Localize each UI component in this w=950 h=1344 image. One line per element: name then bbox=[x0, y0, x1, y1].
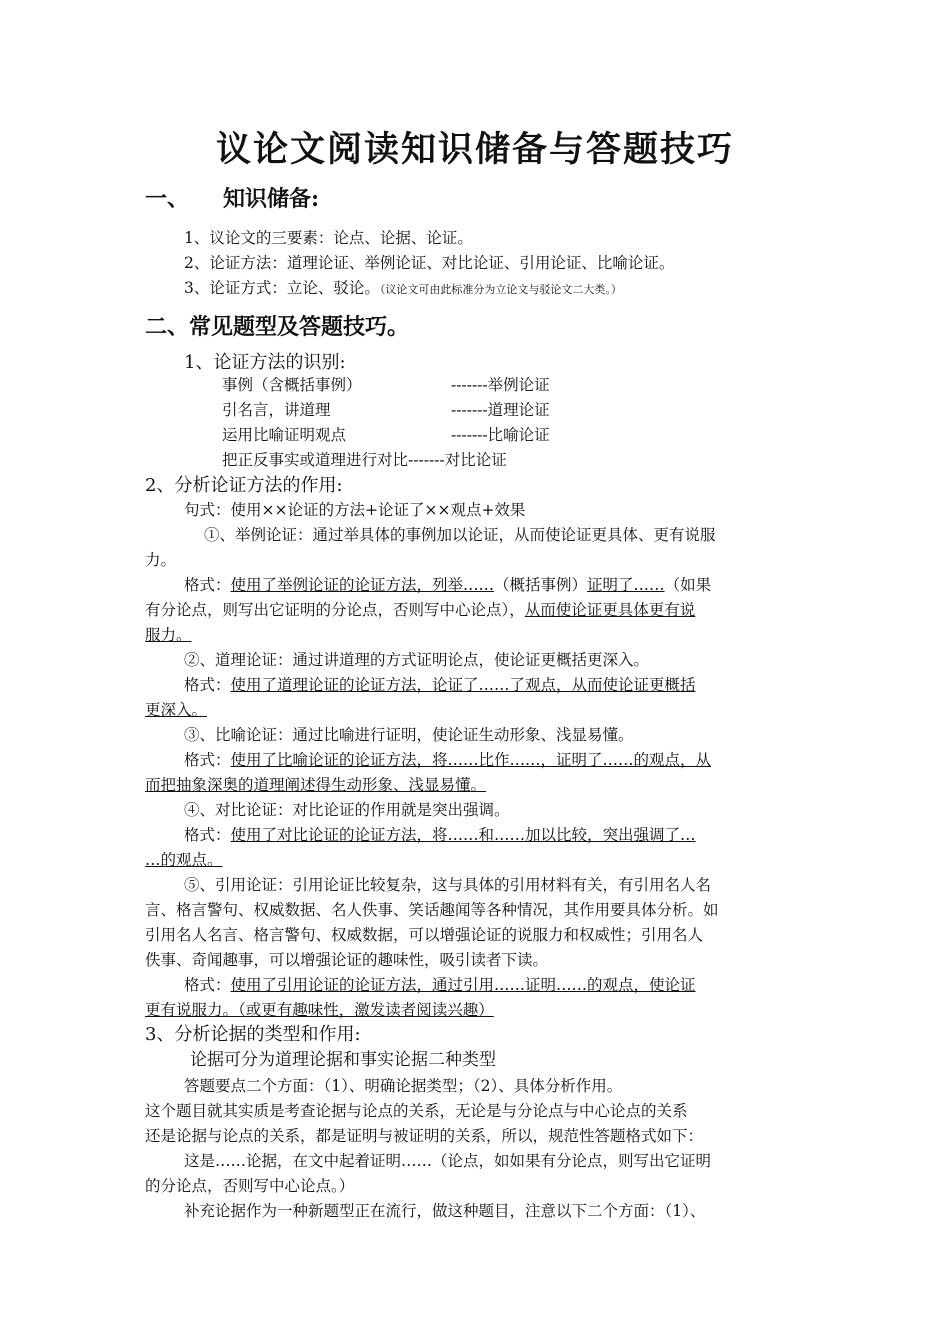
format-1-line-b bbox=[145, 598, 695, 622]
argument-types-note: 论据可分为道理论据和事实论据二种类型 bbox=[190, 1050, 496, 1070]
example-5-line-b: 言、格言警句、权威数据、名人佚事、笑话趣闻等各种情况，其作用要具体分析。如 bbox=[145, 901, 719, 919]
map-method-4: 对比论证 bbox=[444, 451, 507, 469]
s1-line-2: 2、论证方法：道理论证、举例论证、对比论证、引用论证、比喻论证。 bbox=[184, 254, 675, 272]
example-2: ②、道理论证：通过讲道理的方式证明论点，使论证更概括更深入。 bbox=[184, 651, 650, 669]
format-1-line-a bbox=[184, 573, 711, 597]
map-left-1: 事例（含概括事例） bbox=[222, 376, 362, 394]
format-5-line-b: 更有说服力。（或更有趣味性，激发读者阅读兴趣） bbox=[145, 1001, 494, 1019]
format-3-line-b: 而把抽象深奥的道理阐述得生动形象、浅显易懂。 bbox=[145, 776, 487, 794]
section-1-title: 知识储备: bbox=[223, 186, 320, 212]
format-3-line-a bbox=[184, 748, 711, 772]
para-3-line-3: 还是论据与论点的关系，都是证明与被证明的关系，所以，规范性答题格式如下： bbox=[145, 1127, 704, 1145]
map-method-1: 举例论证 bbox=[487, 376, 550, 394]
answer-points: 答题要点二个方面：（1）、明确论据类型；（2）、具体分析作用。 bbox=[184, 1077, 623, 1095]
format-2-underline-1: 使用了道理论证的论证方法，论证了……了观点，从而使论证更概括 bbox=[230, 676, 696, 694]
para-3-line-4: 这是……论据，在文中起着证明……（论点，如如果有分论点，则写出它证明 bbox=[184, 1152, 712, 1170]
map-left-2: 引名言，讲道理 bbox=[222, 401, 331, 419]
format-1-underline-3: 从而使论证更具体更有说 bbox=[524, 601, 696, 619]
s1-line-3-text: 3、论证方式：立论、驳论。 bbox=[184, 279, 380, 297]
para-3-line-5: 的分论点，否则写中心论点。） bbox=[145, 1177, 355, 1195]
format-3-underline-1: 使用了比喻论证的论证方法，将……比作……，证明了……的观点，从 bbox=[230, 751, 712, 769]
example-3: ③、比喻论证：通过比喻进行证明，使论证生动形象、浅显易懂。 bbox=[184, 726, 634, 744]
document-title: 议论文阅读知识储备与答题技巧 bbox=[215, 129, 734, 170]
map-left-3: 运用比喻证明观点 bbox=[222, 426, 347, 444]
format-1-underline-1: 使用了举例论证的论证方法，列举…… bbox=[230, 576, 495, 594]
format-2-line-b: 更深入。 bbox=[145, 701, 208, 719]
format-1-text-2: （如果 bbox=[664, 576, 712, 594]
format-3-label: 格式： bbox=[184, 751, 231, 769]
map-dash-4: ------- bbox=[408, 451, 445, 469]
format-4-underline-1: 使用了对比论证的论证方法，将……和……加以比较，突出强调了… bbox=[230, 826, 696, 844]
s1-line-3 bbox=[184, 276, 622, 302]
subheading-2: 2、分析论证方法的作用: bbox=[145, 475, 343, 496]
s1-line-1: 1、议论文的三要素：论点、论据、论证。 bbox=[184, 229, 473, 247]
format-2-label: 格式： bbox=[184, 676, 231, 694]
example-5-line-c: 引用名人名言、格言警句、权威数据，可以增强论证的说服力和权威性；引用名人 bbox=[145, 926, 704, 944]
format-5-underline-1: 使用了引用论证的论证方法，通过引用……证明……的观点，使论证 bbox=[230, 976, 696, 994]
map-right-2 bbox=[451, 398, 550, 422]
map-dash-1: ------- bbox=[451, 376, 488, 394]
format-2-line-a bbox=[184, 673, 696, 697]
format-1-label: 格式： bbox=[184, 576, 231, 594]
map-right-3 bbox=[451, 423, 550, 447]
subheading-3: 3、分析论据的类型和作用: bbox=[145, 1024, 361, 1045]
para-3-line-2: 这个题目就其实质是考查论据与论点的关系，无论是与分论点与中心论点的关系 bbox=[145, 1102, 688, 1120]
map-dash-3: ------- bbox=[451, 426, 488, 444]
map-method-3: 比喻论证 bbox=[487, 426, 550, 444]
format-5-label: 格式： bbox=[184, 976, 231, 994]
format-1-underline-2: 证明了…… bbox=[587, 576, 665, 594]
section-1-heading bbox=[145, 184, 319, 214]
sentence-pattern: 句式：使用××论证的方法+论证了××观点+效果 bbox=[184, 501, 526, 519]
map-method-2: 道理论证 bbox=[487, 401, 550, 419]
format-4-line-b: …的观点。 bbox=[145, 851, 223, 869]
format-1-text-3: 有分论点，则写出它证明的分论点，否则写中心论点）， bbox=[145, 601, 525, 619]
format-1-line-c: 服力。 bbox=[145, 626, 192, 644]
para-3-line-6: 补充论据作为一种新题型正在流行，做这种题目，注意以下二个方面：（1）、 bbox=[184, 1202, 706, 1220]
section-2-heading: 二、常见题型及答题技巧。 bbox=[145, 314, 410, 340]
map-left-4: 把正反事实或道理进行对比 bbox=[222, 451, 409, 469]
format-5-line-a bbox=[184, 973, 696, 997]
map-row-4 bbox=[222, 448, 507, 472]
map-dash-2: ------- bbox=[451, 401, 488, 419]
s1-line-3-note: （议论文可由此标准分为立论文与驳论文二大类。） bbox=[379, 283, 622, 296]
section-1-number: 一、 bbox=[145, 186, 190, 212]
example-5-line-a: ⑤、引用论证：引用论证比较复杂，这与具体的引用材料有关，有引用名人名 bbox=[184, 876, 712, 894]
example-4: ④、对比论证：对比论证的作用就是突出强调。 bbox=[184, 801, 510, 819]
format-4-label: 格式： bbox=[184, 826, 231, 844]
example-1-line-a: ①、举例论证：通过举具体的事例加以论证，从而使论证更具体、更有说服 bbox=[204, 526, 716, 544]
example-5-line-d: 佚事、奇闻趣事，可以增强论证的趣味性，吸引读者下读。 bbox=[145, 951, 549, 969]
format-4-line-a bbox=[184, 823, 696, 847]
subheading-1: 1、论证方法的识别: bbox=[184, 352, 346, 373]
map-right-1 bbox=[451, 373, 550, 397]
example-1-line-b: 力。 bbox=[145, 551, 177, 569]
format-1-text-1: （概括事例） bbox=[494, 576, 588, 594]
